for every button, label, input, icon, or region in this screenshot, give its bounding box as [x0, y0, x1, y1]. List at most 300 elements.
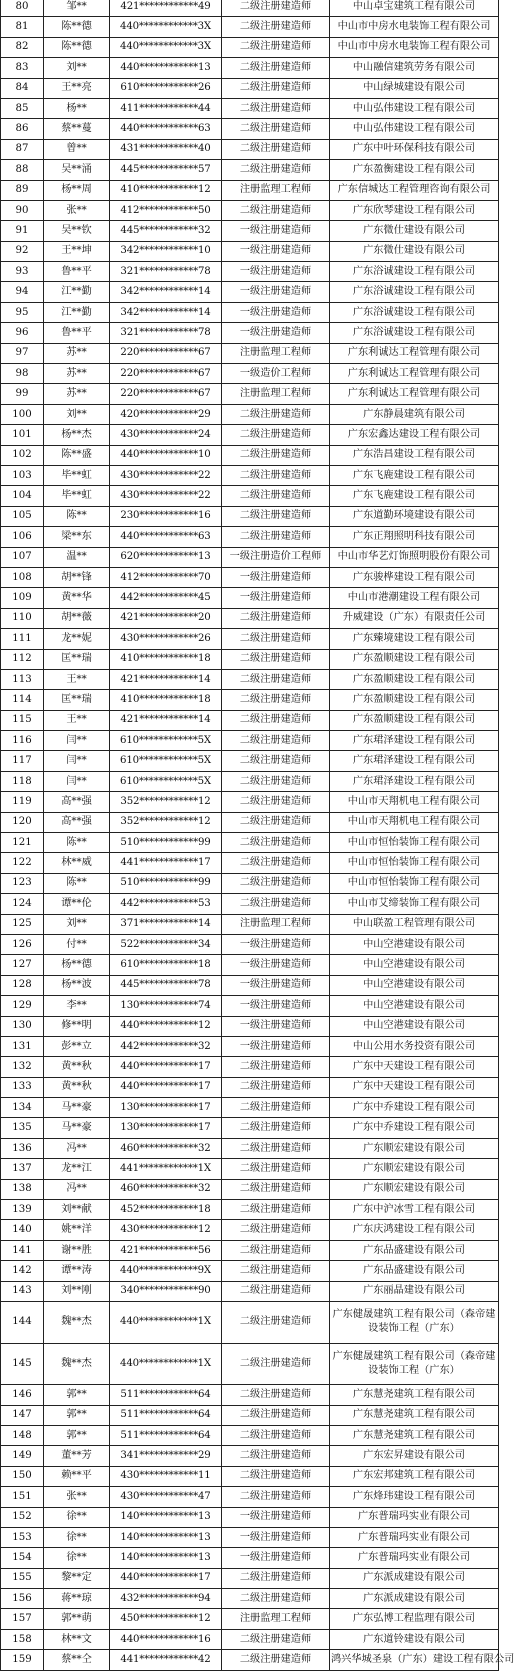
certificate-type-cell: 二级注册建造师	[222, 629, 330, 649]
certificate-type-cell: 二级注册建造师	[222, 833, 330, 853]
certificate-type-cell: 二级注册建造师	[222, 1466, 330, 1486]
certificate-type-cell: 二级注册建造师	[222, 1281, 330, 1301]
person-name-cell: 修**明	[44, 1016, 110, 1036]
company-name-cell: 中山市恒怡装饰工程有限公司	[330, 873, 499, 893]
person-name-cell: 郭**萌	[44, 1609, 110, 1629]
certificate-type-cell: 一级注册建造师	[222, 955, 330, 975]
company-name-cell: 中山融信建筑劳务有限公司	[330, 58, 499, 78]
row-number-cell: 120	[1, 812, 44, 832]
row-number-cell: 94	[1, 282, 44, 302]
row-number-cell: 155	[1, 1568, 44, 1588]
certificate-type-cell: 二级注册建造师	[222, 751, 330, 771]
person-name-cell: 魏**杰	[44, 1302, 110, 1344]
row-number-cell: 116	[1, 731, 44, 751]
company-name-cell: 广东顺宏建设有限公司	[330, 1159, 499, 1179]
table-row	[1, 731, 499, 751]
id-number-cell: 442************32	[110, 1036, 222, 1056]
row-number-cell: 118	[1, 771, 44, 791]
certificate-type-cell: 二级注册建造师	[222, 58, 330, 78]
certificate-type-cell: 二级注册建造师	[222, 1179, 330, 1199]
id-number-cell: 130************74	[110, 996, 222, 1016]
id-number-cell: 140************13	[110, 1527, 222, 1547]
row-number-cell: 129	[1, 996, 44, 1016]
certificate-type-cell: 二级注册建造师	[222, 710, 330, 730]
id-number-cell: 440************17	[110, 1057, 222, 1077]
table-row	[1, 1220, 499, 1240]
table-row	[1, 1261, 499, 1281]
table-row	[1, 404, 499, 424]
row-number-cell: 152	[1, 1507, 44, 1527]
person-name-cell: 杨**波	[44, 975, 110, 995]
id-number-cell: 440************9X	[110, 1261, 222, 1281]
table-row	[1, 547, 499, 567]
company-name-cell: 中山市恒怡装饰工程有限公司	[330, 833, 499, 853]
company-name-cell: 广东利诚达工程管理有限公司	[330, 364, 499, 384]
id-number-cell: 610************5X	[110, 731, 222, 751]
person-name-cell: 姚**洋	[44, 1220, 110, 1240]
certificate-type-cell: 二级注册建造师	[222, 1098, 330, 1118]
id-number-cell: 430************24	[110, 425, 222, 445]
company-name-cell: 广东弘博工程监理有限公司	[330, 1609, 499, 1629]
table-row	[1, 1118, 499, 1138]
id-number-cell: 321************78	[110, 262, 222, 282]
table-body	[1, 0, 514, 1670]
company-name-cell: 广东宏昇建设有限公司	[330, 1446, 499, 1466]
row-number-cell: 114	[1, 690, 44, 710]
certificate-type-cell: 二级注册建造师	[222, 1425, 330, 1445]
table-row	[1, 527, 499, 547]
table-row	[1, 1098, 499, 1118]
person-name-cell: 王**	[44, 669, 110, 689]
row-number-cell: 83	[1, 58, 44, 78]
person-name-cell: 林**文	[44, 1629, 110, 1649]
id-number-cell: 410************12	[110, 180, 222, 200]
certificate-type-cell: 二级注册建造师	[222, 1343, 330, 1385]
id-number-cell: 421************20	[110, 608, 222, 628]
company-name-cell: 广东普瑞玛实业有限公司	[330, 1548, 499, 1568]
company-name-cell: 广东骏桦建设工程有限公司	[330, 567, 499, 587]
row-number-cell: 158	[1, 1629, 44, 1649]
id-number-cell: 442************45	[110, 588, 222, 608]
company-name-cell: 广东珺泽建设工程有限公司	[330, 771, 499, 791]
id-number-cell: 140************13	[110, 1507, 222, 1527]
person-name-cell: 付**	[44, 934, 110, 954]
company-name-cell: 中山市中房水电装饰工程有限公司	[330, 17, 499, 37]
company-name-cell: 广东普瑞玛实业有限公司	[330, 1527, 499, 1547]
company-name-cell: 广东利诚达工程管理有限公司	[330, 343, 499, 363]
certificate-type-cell: 二级注册建造师	[222, 445, 330, 465]
table-row	[1, 1138, 499, 1158]
row-number-cell: 82	[1, 37, 44, 57]
table-row	[1, 1200, 499, 1220]
row-number-cell: 80	[1, 0, 44, 17]
company-name-cell: 中山空港建设有限公司	[330, 996, 499, 1016]
company-name-cell: 广东道勤环境建设有限公司	[330, 506, 499, 526]
person-name-cell: 刘**献	[44, 1200, 110, 1220]
id-number-cell: 522************34	[110, 934, 222, 954]
row-number-cell: 127	[1, 955, 44, 975]
row-number-cell: 154	[1, 1548, 44, 1568]
id-number-cell: 610************5X	[110, 771, 222, 791]
id-number-cell: 452************18	[110, 1200, 222, 1220]
person-name-cell: 江**勤	[44, 302, 110, 322]
table-row	[1, 567, 499, 587]
table-row	[1, 1425, 499, 1445]
id-number-cell: 442************53	[110, 894, 222, 914]
row-number-cell: 115	[1, 710, 44, 730]
table-row	[1, 343, 499, 363]
id-number-cell: 620************13	[110, 547, 222, 567]
id-number-cell: 510************99	[110, 833, 222, 853]
person-name-cell: 毕**虹	[44, 486, 110, 506]
company-name-cell: 鸿兴华城圣泉（广东）建设工程有限公司	[330, 1650, 499, 1670]
person-name-cell: 黄**秋	[44, 1057, 110, 1077]
id-number-cell: 352************12	[110, 812, 222, 832]
certificate-type-cell: 二级注册建造师	[222, 0, 330, 17]
id-number-cell: 440************10	[110, 445, 222, 465]
person-name-cell: 马**豪	[44, 1098, 110, 1118]
table-row	[1, 1507, 499, 1527]
id-number-cell: 220************67	[110, 384, 222, 404]
row-number-cell: 131	[1, 1036, 44, 1056]
id-number-cell: 511************64	[110, 1405, 222, 1425]
certificate-type-cell: 一级注册建造师	[222, 1548, 330, 1568]
person-name-cell: 杨**德	[44, 955, 110, 975]
certificate-type-cell: 注册监理工程师	[222, 180, 330, 200]
row-number-cell: 150	[1, 1466, 44, 1486]
row-number-cell: 149	[1, 1446, 44, 1466]
table-row	[1, 1527, 499, 1547]
certificate-type-cell: 二级注册建造师	[222, 1589, 330, 1609]
company-name-cell: 中山空港建设有限公司	[330, 934, 499, 954]
person-name-cell: 魏**杰	[44, 1343, 110, 1385]
company-name-cell: 广东浴诚建设工程有限公司	[330, 282, 499, 302]
certificate-type-cell: 二级注册建造师	[222, 1568, 330, 1588]
row-number-cell: 143	[1, 1281, 44, 1301]
certificate-type-cell: 二级注册建造师	[222, 200, 330, 220]
id-number-cell: 432************94	[110, 1589, 222, 1609]
id-number-cell: 440************16	[110, 1629, 222, 1649]
id-number-cell: 342************10	[110, 241, 222, 261]
id-number-cell: 410************18	[110, 649, 222, 669]
table-row	[1, 323, 499, 343]
certificate-type-cell: 二级注册建造师	[222, 731, 330, 751]
person-name-cell: 谭**伦	[44, 894, 110, 914]
id-number-cell: 220************67	[110, 343, 222, 363]
row-number-cell: 134	[1, 1098, 44, 1118]
id-number-cell: 441************1X	[110, 1159, 222, 1179]
row-number-cell: 139	[1, 1200, 44, 1220]
row-number-cell: 99	[1, 384, 44, 404]
row-number-cell: 156	[1, 1589, 44, 1609]
table-row	[1, 710, 499, 730]
row-number-cell: 87	[1, 139, 44, 159]
company-name-cell: 广东慧尧建筑工程有限公司	[330, 1425, 499, 1445]
certificate-type-cell: 二级注册建造师	[222, 1159, 330, 1179]
certificate-type-cell: 二级注册建造师	[222, 649, 330, 669]
id-number-cell: 431************40	[110, 139, 222, 159]
company-name-cell: 中山公用水务投资有限公司	[330, 1036, 499, 1056]
person-name-cell: 黎**定	[44, 1568, 110, 1588]
person-name-cell: 谭**涛	[44, 1261, 110, 1281]
table-row	[1, 833, 499, 853]
certificate-type-cell: 二级注册建造师	[222, 608, 330, 628]
company-name-cell: 广东飞鹿建设工程有限公司	[330, 465, 499, 485]
table-row	[1, 588, 499, 608]
certificate-type-cell: 二级注册建造师	[222, 853, 330, 873]
table-row	[1, 119, 499, 139]
certificate-type-cell: 一级注册建造师	[222, 221, 330, 241]
table-row	[1, 1629, 499, 1649]
row-number-cell: 125	[1, 914, 44, 934]
table-row	[1, 506, 499, 526]
row-number-cell: 92	[1, 241, 44, 261]
company-name-cell: 广东普瑞玛实业有限公司	[330, 1507, 499, 1527]
person-name-cell: 陈**	[44, 873, 110, 893]
certificate-type-cell: 注册监理工程师	[222, 1609, 330, 1629]
certificate-type-cell: 二级注册建造师	[222, 1302, 330, 1344]
certificate-type-cell: 二级注册建造师	[222, 404, 330, 424]
person-name-cell: 杨**杰	[44, 425, 110, 445]
id-number-cell: 440************63	[110, 527, 222, 547]
table-row	[1, 1240, 499, 1260]
person-name-cell: 郭**	[44, 1385, 110, 1405]
row-number-cell: 130	[1, 1016, 44, 1036]
certificate-type-cell: 一级注册建造师	[222, 1527, 330, 1547]
table-row	[1, 629, 499, 649]
company-name-cell: 广东中天建设工程有限公司	[330, 1057, 499, 1077]
row-number-cell: 119	[1, 792, 44, 812]
person-name-cell: 苏**	[44, 384, 110, 404]
table-row	[1, 1016, 499, 1036]
id-number-cell: 511************64	[110, 1385, 222, 1405]
id-number-cell: 610************26	[110, 78, 222, 98]
person-name-cell: 闫**	[44, 731, 110, 751]
id-number-cell: 445************57	[110, 160, 222, 180]
company-name-cell: 广东微仕建设有限公司	[330, 221, 499, 241]
person-name-cell: 徐**	[44, 1507, 110, 1527]
row-number-cell: 148	[1, 1425, 44, 1445]
company-name-cell: 广东丽晶建设有限公司	[330, 1281, 499, 1301]
certificate-type-cell: 一级注册建造师	[222, 1036, 330, 1056]
certificate-type-cell: 二级注册建造师	[222, 17, 330, 37]
certificate-type-cell: 二级注册建造师	[222, 506, 330, 526]
company-name-cell: 广东健晟建筑工程有限公司（森帝建设装饰工程（广东）	[330, 1343, 499, 1385]
table-row	[1, 894, 499, 914]
company-name-cell: 广东浩昌建设工程有限公司	[330, 445, 499, 465]
person-name-cell: 王**亮	[44, 78, 110, 98]
certificate-type-cell: 二级注册建造师	[222, 792, 330, 812]
id-number-cell: 460************32	[110, 1179, 222, 1199]
company-name-cell: 广东慧尧建筑工程有限公司	[330, 1405, 499, 1425]
company-name-cell: 中山空港建设有限公司	[330, 975, 499, 995]
table-row	[1, 669, 499, 689]
company-name-cell: 广东烽玮建设工程有限公司	[330, 1487, 499, 1507]
certificate-type-cell: 二级注册建造师	[222, 37, 330, 57]
id-number-cell: 420************29	[110, 404, 222, 424]
table-row	[1, 1179, 499, 1199]
table-row	[1, 792, 499, 812]
person-name-cell: 高**强	[44, 792, 110, 812]
row-number-cell: 103	[1, 465, 44, 485]
person-name-cell: 闫**	[44, 771, 110, 791]
company-name-cell: 中山市恒怡装饰工程有限公司	[330, 853, 499, 873]
company-name-cell: 广东珺泽建设工程有限公司	[330, 731, 499, 751]
table-row	[1, 1650, 499, 1670]
row-number-cell: 142	[1, 1261, 44, 1281]
certificate-type-cell: 二级注册建造师	[222, 1629, 330, 1649]
certificate-type-cell: 二级注册建造师	[222, 160, 330, 180]
company-name-cell: 广东盈顺建设工程有限公司	[330, 669, 499, 689]
certificate-type-cell: 二级注册建造师	[222, 139, 330, 159]
table-row	[1, 1036, 499, 1056]
certificate-type-cell: 二级注册建造师	[222, 669, 330, 689]
table-row	[1, 975, 499, 995]
company-name-cell: 广东中叶环保科技有限公司	[330, 139, 499, 159]
table-row	[1, 241, 499, 261]
row-number-cell: 124	[1, 894, 44, 914]
certificate-type-cell: 一级注册造价工程师	[222, 547, 330, 567]
certificate-type-cell: 一级注册建造师	[222, 302, 330, 322]
person-name-cell: 张**	[44, 200, 110, 220]
id-number-cell: 610************5X	[110, 751, 222, 771]
certificate-type-cell: 一级注册建造师	[222, 567, 330, 587]
person-name-cell: 鲁**平	[44, 262, 110, 282]
person-name-cell: 赖**平	[44, 1466, 110, 1486]
id-number-cell: 352************12	[110, 792, 222, 812]
id-number-cell: 321************78	[110, 323, 222, 343]
certificate-type-cell: 二级注册建造师	[222, 1138, 330, 1158]
row-number-cell: 147	[1, 1405, 44, 1425]
person-name-cell: 刘**	[44, 404, 110, 424]
row-number-cell: 138	[1, 1179, 44, 1199]
company-name-cell: 广东顺宏建设有限公司	[330, 1179, 499, 1199]
table-row	[1, 17, 499, 37]
person-name-cell: 徐**	[44, 1548, 110, 1568]
company-name-cell: 中山市天翔机电工程有限公司	[330, 792, 499, 812]
certificate-type-cell: 二级注册建造师	[222, 119, 330, 139]
certificate-type-cell: 一级注册建造师	[222, 588, 330, 608]
table-row	[1, 0, 499, 17]
id-number-cell: 441************17	[110, 853, 222, 873]
table-row	[1, 1159, 499, 1179]
id-number-cell: 430************26	[110, 629, 222, 649]
table-row	[1, 139, 499, 159]
table-row	[1, 486, 499, 506]
company-name-cell: 广东品盛建设有限公司	[330, 1261, 499, 1281]
table-row	[1, 78, 499, 98]
row-number-cell: 106	[1, 527, 44, 547]
row-number-cell: 122	[1, 853, 44, 873]
company-name-cell: 广东中乔建设工程有限公司	[330, 1098, 499, 1118]
row-number-cell: 108	[1, 567, 44, 587]
table-row	[1, 812, 499, 832]
company-name-cell: 广东利诚达工程管理有限公司	[330, 384, 499, 404]
row-number-cell: 91	[1, 221, 44, 241]
table-row	[1, 445, 499, 465]
row-number-cell: 95	[1, 302, 44, 322]
company-name-cell: 广东盈顺建设工程有限公司	[330, 710, 499, 730]
company-name-cell: 广东盈顺建设工程有限公司	[330, 649, 499, 669]
person-name-cell: 陈**	[44, 506, 110, 526]
person-name-cell: 刘**	[44, 58, 110, 78]
row-number-cell: 111	[1, 629, 44, 649]
person-name-cell: 杨**	[44, 98, 110, 118]
company-name-cell: 广东派成建设有限公司	[330, 1589, 499, 1609]
person-name-cell: 刘**	[44, 914, 110, 934]
id-number-cell: 440************1X	[110, 1343, 222, 1385]
certificate-type-cell: 二级注册建造师	[222, 690, 330, 710]
id-number-cell: 412************50	[110, 200, 222, 220]
certificate-type-cell: 一级注册建造师	[222, 1016, 330, 1036]
id-number-cell: 430************22	[110, 486, 222, 506]
id-number-cell: 430************12	[110, 1220, 222, 1240]
certificate-type-cell: 二级注册建造师	[222, 1405, 330, 1425]
company-name-cell: 中山市中房水电装饰工程有限公司	[330, 37, 499, 57]
person-name-cell: 龙**妮	[44, 629, 110, 649]
person-name-cell: 蔡**蔓	[44, 119, 110, 139]
id-number-cell: 440************17	[110, 1568, 222, 1588]
row-number-cell: 107	[1, 547, 44, 567]
person-name-cell: 匡**瑞	[44, 649, 110, 669]
company-name-cell: 中山市天翔机电工程有限公司	[330, 812, 499, 832]
id-number-cell: 410************18	[110, 690, 222, 710]
person-name-cell: 刘**刚	[44, 1281, 110, 1301]
certificate-type-cell: 一级注册建造师	[222, 1507, 330, 1527]
row-number-cell: 137	[1, 1159, 44, 1179]
table-row	[1, 1057, 499, 1077]
table-row	[1, 996, 499, 1016]
company-name-cell: 广东品盛建设有限公司	[330, 1240, 499, 1260]
certificate-type-cell: 一级注册建造师	[222, 975, 330, 995]
id-number-cell: 440************3X	[110, 17, 222, 37]
table-row	[1, 425, 499, 445]
id-number-cell: 421************14	[110, 669, 222, 689]
person-name-cell: 江**勤	[44, 282, 110, 302]
id-number-cell: 441************42	[110, 1650, 222, 1670]
certificate-type-cell: 二级注册建造师	[222, 1118, 330, 1138]
row-number-cell: 133	[1, 1077, 44, 1097]
person-name-cell: 郭**	[44, 1425, 110, 1445]
person-name-cell: 陈**德	[44, 37, 110, 57]
row-number-cell: 117	[1, 751, 44, 771]
row-number-cell: 144	[1, 1302, 44, 1344]
person-name-cell: 黄**华	[44, 588, 110, 608]
company-name-cell: 中山市华艺灯饰照明股份有限公司	[330, 547, 499, 567]
company-name-cell: 广东中沪冰雪工程有限公司	[330, 1200, 499, 1220]
certificate-type-cell: 二级注册建造师	[222, 1446, 330, 1466]
person-name-cell: 陈**德	[44, 17, 110, 37]
table-row	[1, 934, 499, 954]
id-number-cell: 421************56	[110, 1240, 222, 1260]
person-name-cell: 冯**	[44, 1179, 110, 1199]
company-name-cell: 中山绿城建设有限公司	[330, 78, 499, 98]
id-number-cell: 430************47	[110, 1487, 222, 1507]
person-name-cell: 张**	[44, 1487, 110, 1507]
certificate-type-cell: 二级注册建造师	[222, 98, 330, 118]
row-number-cell: 89	[1, 180, 44, 200]
row-number-cell: 105	[1, 506, 44, 526]
id-number-cell: 440************12	[110, 1016, 222, 1036]
certificate-type-cell: 二级注册建造师	[222, 873, 330, 893]
row-number-cell: 100	[1, 404, 44, 424]
person-name-cell: 黄**秋	[44, 1077, 110, 1097]
table-row	[1, 1466, 499, 1486]
table-row	[1, 160, 499, 180]
certificate-type-cell: 二级注册建造师	[222, 1057, 330, 1077]
person-name-cell: 蒋**琼	[44, 1589, 110, 1609]
company-name-cell: 广东臻境建设工程有限公司	[330, 629, 499, 649]
